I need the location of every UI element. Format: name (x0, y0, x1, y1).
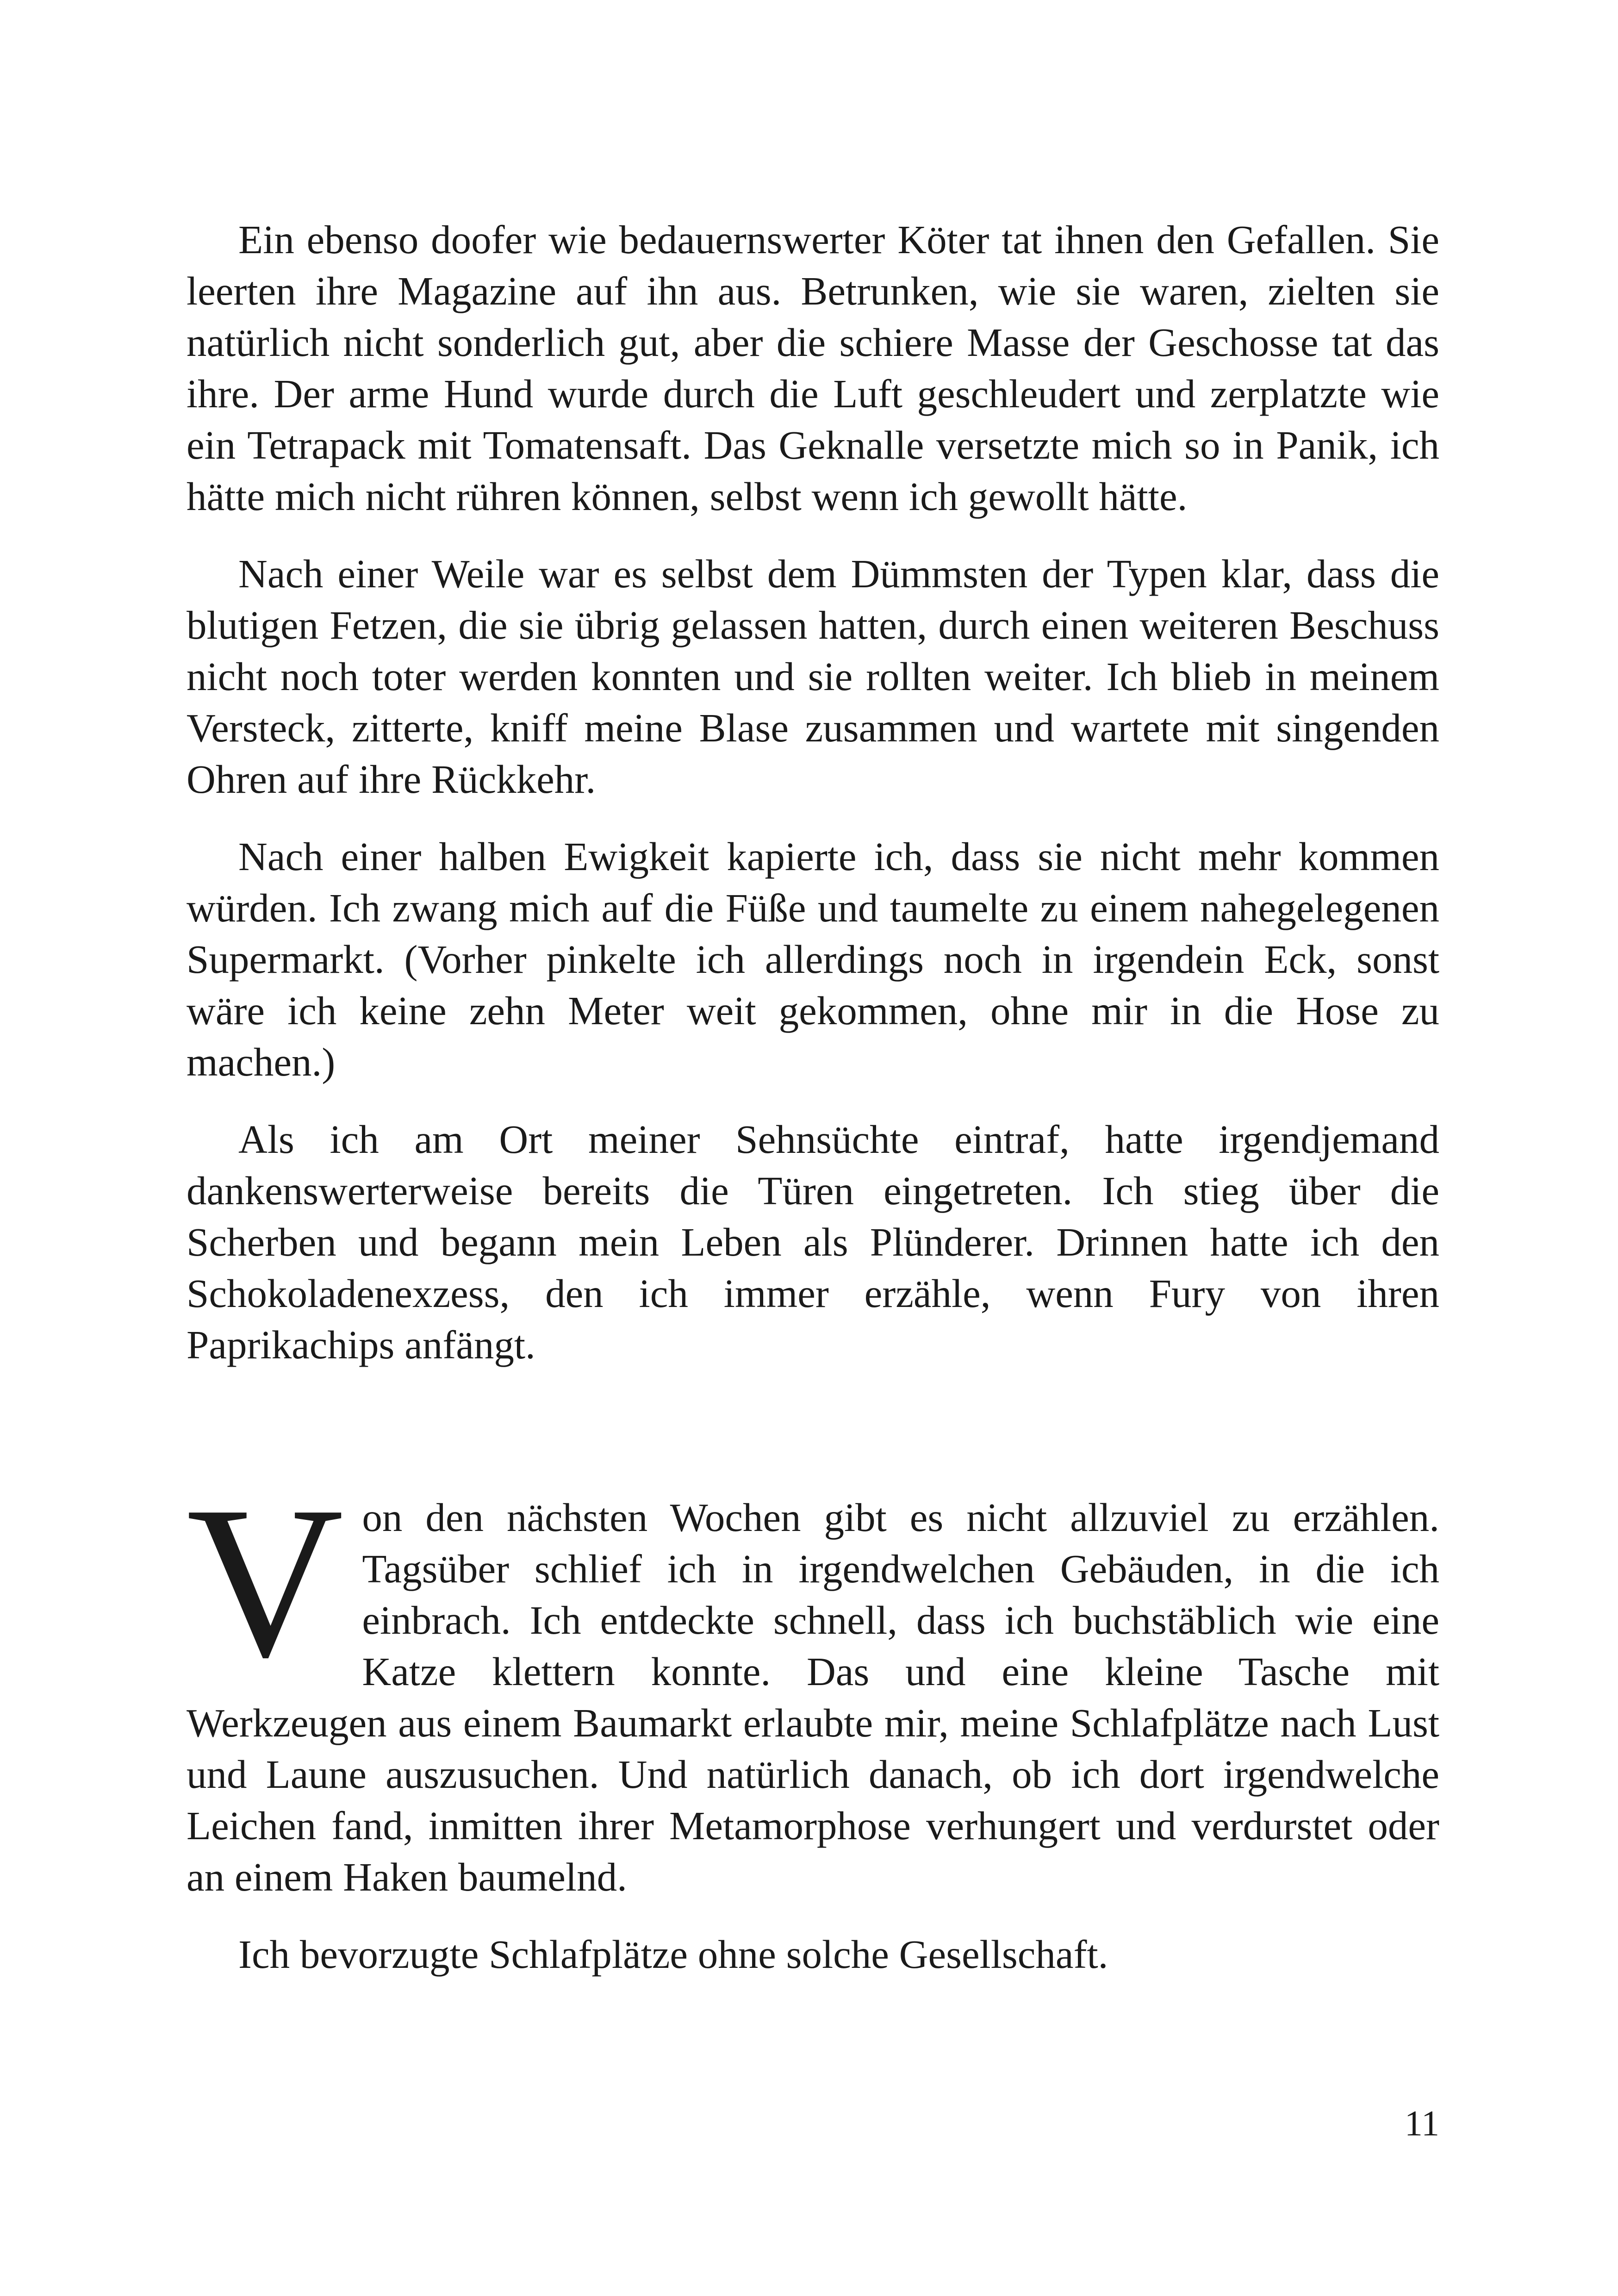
section-two (187, 1461, 1439, 2006)
page-number: 11 (1404, 2103, 1439, 2143)
paragraph-text: on den nächsten Wochen gibt es nicht allzuviel zu erzählen. Tagsüber schlief ich in irgendwelchen Gebäuden, in die ich einbrach. Ich entdeckte schnell, dass ich buchstäblich wie eine Katze klettern konnte. Das und eine kleine Tasche mit Werkzeugen aus einem Baumarkt erlaubte mir, meine Schlafplätze nach Lust und Laune auszusuchen. Und natürlich danach, ob ich dort irgendwelche Leichen fand, inmitten ihrer Metamorphose verhungert und verdurstet oder an einem Haken baumelnd. (187, 1495, 1439, 1899)
drop-cap: V (187, 1461, 344, 1702)
paragraph: Ich bevorzugte Schlafplätze ohne solche Gesellschaft. (238, 1932, 1108, 1977)
paragraph: Als ich am Ort meiner Sehnsüchte eintraf, hatte irgendjemand dankenswerterweise bereits die Türen eingetreten. Ich stieg über die Scherben und begann mein Leben als Plünderer. Drinnen hatte ich den Schokoladenexzess, den ich immer erzähle, wenn Fury von ihren Paprikachips anfängt. (187, 1117, 1439, 1367)
chapter-opening-paragraph (187, 1461, 1439, 1903)
paragraph: Ein ebenso doofer wie bedauernswerter Köter tat ihnen den Gefallen. Sie leerten ihre Magazine auf ihn aus. Betrunken, wie sie waren, zielten sie natürlich nicht sonderlich gut, aber die schiere Masse der Geschosse tat das ihre. Der arme Hund wurde durch die Luft geschleudert und zerplatzte wie ein Tetrapack mit Tomatensaft. Das Geknalle versetzte mich so in Panik, ich hätte mich nicht rühren können, selbst wenn ich gewollt hätte. (187, 217, 1439, 519)
paragraph: Nach einer Weile war es selbst dem Dümmsten der Typen klar, dass die blutigen Fetzen, die sie übrig gelassen hatten, durch einen weiteren Beschuss nicht noch toter werden konnten und sie rollten weiter. Ich blieb in meinem Versteck, zitterte, kniff meine Blase zusammen und wartete mit singenden Ohren auf ihre Rückkehr. (187, 551, 1439, 802)
section-one (187, 214, 1439, 1396)
paragraph: Nach einer halben Ewigkeit kapierte ich, dass sie nicht mehr kommen würden. Ich zwang mich auf die Füße und taumelte zu einem nahegelegenen Supermarkt. (Vorher pinkelte ich allerdings noch in irgendein Eck, sonst wäre ich keine zehn Meter weit gekommen, ohne mir in die Hose zu machen.) (187, 834, 1439, 1084)
